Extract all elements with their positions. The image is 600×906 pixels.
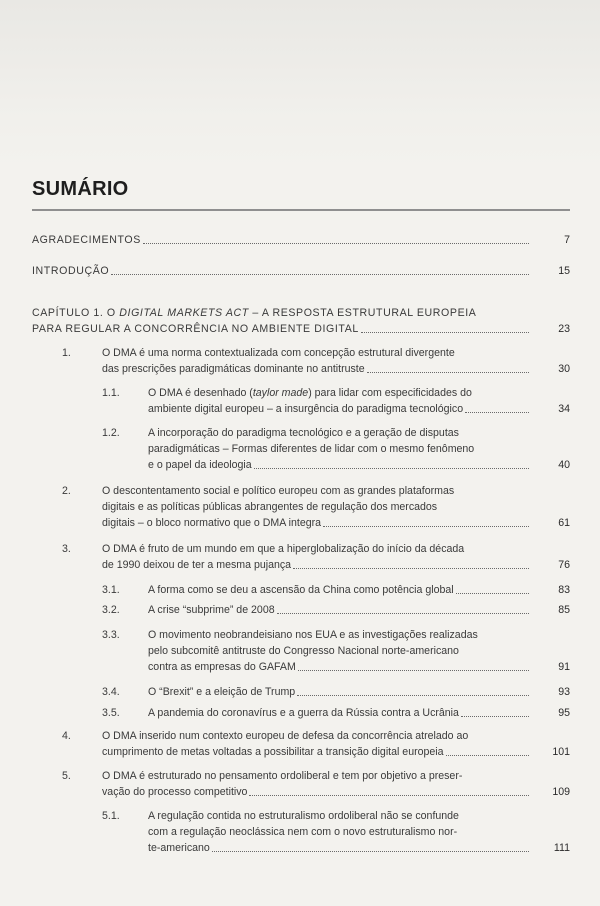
toc-page-number: 85 (558, 604, 570, 616)
toc-entry-title (148, 582, 532, 598)
toc-entry-number: 4. (62, 730, 71, 742)
toc-entry-line: digitais e as políticas públicas abrangentes de regulação dos mercados (102, 501, 438, 513)
toc-entry-title (32, 263, 532, 279)
toc-entry-line: vação do processo competitivo (102, 786, 248, 798)
toc-entry-title (32, 232, 532, 248)
toc-entry-line: digitais – o bloco normativo que o DMA integra (102, 517, 322, 529)
dot-leader (293, 557, 529, 569)
toc-entry-title (148, 602, 532, 618)
toc-entry-line: CAPÍTULO 1. O DIGITAL MARKETS ACT – A RESPOSTA ESTRUTURAL EUROPEIA (32, 307, 477, 319)
dot-leader (143, 232, 529, 244)
toc-entry-title (148, 705, 532, 721)
toc-page-number: 111 (553, 842, 570, 854)
toc-entry-line: A incorporação do paradigma tecnológico e a geração de disputas (148, 427, 459, 439)
toc-page-number: 95 (558, 707, 570, 719)
toc-entry-line: O DMA é uma norma contextualizada com concepção estrutural divergente (102, 347, 455, 359)
toc-entry-title (102, 483, 532, 531)
toc-entry-number: 3. (62, 543, 71, 555)
toc-entry-line: paradigmáticas – Formas diferentes de lidar com o mesmo fenômeno (148, 443, 475, 455)
toc-entry-line: O movimento neobrandeisiano nos EUA e as investigações realizadas (148, 629, 478, 641)
toc-page-number: 40 (558, 459, 570, 471)
toc-entry-number: 3.3. (102, 629, 120, 641)
dot-leader (249, 784, 529, 796)
toc-entry-title (148, 425, 532, 473)
dot-leader (461, 705, 529, 717)
toc-page-number: 83 (558, 584, 570, 596)
toc-entry-line: A crise “subprime” de 2008 (148, 604, 275, 616)
dot-leader (254, 457, 529, 469)
toc-page-number: 76 (558, 559, 570, 571)
toc-page-number: 30 (558, 363, 570, 375)
toc-page-number: 61 (558, 517, 570, 529)
toc-page-number: 15 (558, 265, 570, 277)
toc-entry-line: A forma como se deu a ascensão da China como potência global (148, 584, 454, 596)
toc-entry-title (148, 385, 532, 417)
dot-leader (446, 744, 529, 756)
toc-entry-number: 1.2. (102, 427, 120, 439)
dot-leader (277, 602, 529, 614)
toc-entry-number: 1. (62, 347, 71, 359)
dot-leader (298, 659, 529, 671)
toc-page-number: 109 (552, 786, 570, 798)
toc-entry-title (148, 627, 532, 675)
toc-entry-title (102, 541, 532, 573)
page-title: SUMÁRIO (32, 178, 129, 200)
toc-entry-line: com a regulação neoclássica nem com o novo estruturalismo nor- (148, 826, 458, 838)
toc-entry-line: O “Brexit” e a eleição de Trump (148, 686, 296, 698)
toc-page-number: 91 (558, 661, 570, 673)
toc-entry-line: AGRADECIMENTOS (32, 234, 141, 246)
toc-entry-line: O descontentamento social e político europeu com as grandes plataformas (102, 485, 455, 497)
toc-entry-title (148, 684, 532, 700)
dot-leader (367, 361, 529, 373)
toc-entry-line: O DMA é fruto de um mundo em que a hiperglobalização do início da década (102, 543, 465, 555)
toc-entry-line: e o papel da ideologia (148, 459, 252, 471)
dot-leader (111, 263, 529, 275)
toc-entry-line: ambiente digital europeu – a insurgência do paradigma tecnológico (148, 403, 464, 415)
toc-entry-title (102, 345, 532, 377)
toc-entry-line: pelo subcomitê antitruste do Congresso Nacional norte-americano (148, 645, 459, 657)
dot-leader (323, 515, 529, 527)
toc-entry-title (102, 728, 532, 760)
toc-entry-title (102, 768, 532, 800)
toc-entry-title (148, 808, 532, 856)
toc-entry-line: A pandemia do coronavírus e a guerra da Rússia contra a Ucrânia (148, 707, 459, 719)
toc-entry-number: 1.1. (102, 387, 120, 399)
toc-entry-number: 5. (62, 770, 71, 782)
toc-entry-line: A regulação contida no estruturalismo ordoliberal não se confunde (148, 810, 459, 822)
toc-entry-line: das prescrições paradigmáticas dominante no antitruste (102, 363, 365, 375)
toc-entry-line: contra as empresas do GAFAM (148, 661, 296, 673)
dot-leader (465, 401, 529, 413)
dot-leader (297, 684, 529, 696)
toc-entry-number: 3.4. (102, 686, 120, 698)
dot-leader (456, 582, 529, 594)
toc-entry-line: O DMA inserido num contexto europeu de defesa da concorrência atrelado ao (102, 730, 469, 742)
toc-entry-line: cumprimento de metas voltadas a possibilitar a transição digital europeia (102, 746, 444, 758)
toc-entry-title (32, 305, 532, 337)
toc-entry-number: 3.1. (102, 584, 120, 596)
toc-entry-line: te-americano (148, 842, 210, 854)
toc-entry-number: 2. (62, 485, 71, 497)
toc-entry-line: O DMA é estruturado no pensamento ordoliberal e tem por objetivo a preser- (102, 770, 463, 782)
toc-page-number: 93 (558, 686, 570, 698)
dot-leader (361, 321, 529, 333)
toc-entry-number: 3.5. (102, 707, 120, 719)
dot-leader (212, 840, 529, 852)
faded-previous-page (0, 0, 600, 170)
toc-entry-line: de 1990 deixou de ter a mesma pujança (102, 559, 292, 571)
toc-page-number: 101 (552, 746, 570, 758)
toc-page-number: 23 (558, 323, 570, 335)
toc-entry-line: O DMA é desenhado (taylor made) para lidar com especificidades do (148, 387, 472, 399)
toc-page-number: 34 (558, 403, 570, 415)
title-divider (32, 209, 570, 211)
toc-entry-line: PARA REGULAR A CONCORRÊNCIA NO AMBIENTE DIGITAL (32, 323, 359, 335)
toc-entry-number: 5.1. (102, 810, 120, 822)
toc-page-number: 7 (564, 234, 570, 246)
toc-entry-number: 3.2. (102, 604, 120, 616)
toc-entry-line: INTRODUÇÃO (32, 265, 110, 277)
